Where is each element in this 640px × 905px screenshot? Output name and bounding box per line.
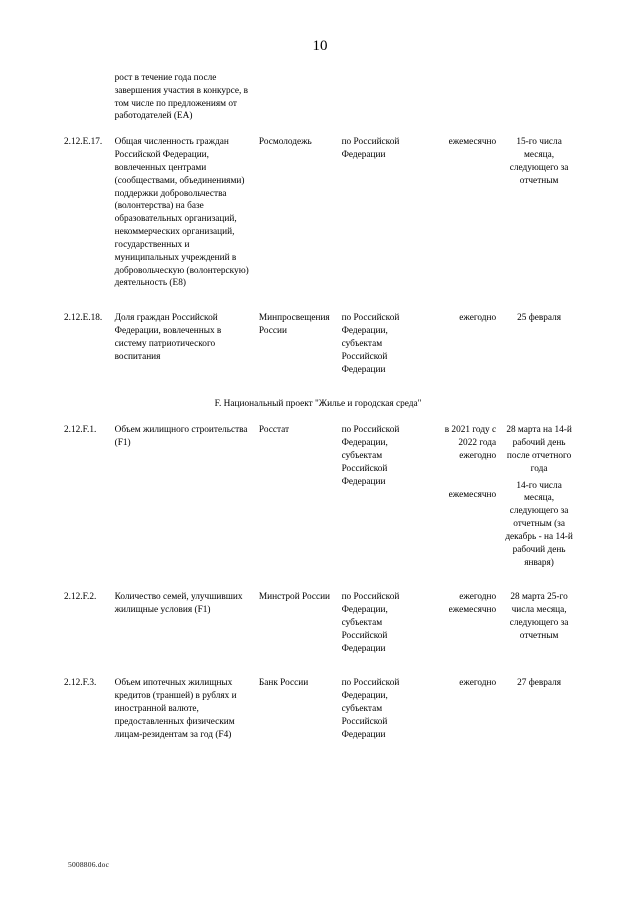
cell-name: Объем жилищного строительства (F1) <box>114 425 248 449</box>
frequency-secondary: ежемесячно <box>448 489 497 500</box>
frequency-gap <box>428 463 497 489</box>
table-row <box>60 136 580 290</box>
cell-org: Минстрой России <box>258 592 331 603</box>
section-heading-row <box>60 398 580 411</box>
cell-code: 2.12.E.18. <box>64 313 103 324</box>
page-number: 10 <box>312 38 328 54</box>
cell-org <box>259 72 342 123</box>
cell-frequency <box>428 72 503 123</box>
cell-org: Росстат <box>258 425 290 436</box>
cell-term <box>502 424 580 569</box>
indicators-table <box>60 72 580 742</box>
cell-scope: по Российской Федерации, субъектам Российской Федерации <box>341 678 400 740</box>
cell-frequency: ежемесячно <box>448 137 497 148</box>
section-title: F. Национальный проект "Жилье и городская среда" <box>214 399 422 410</box>
table-row <box>60 591 580 655</box>
table-row <box>60 424 580 569</box>
row-spacer <box>60 569 580 591</box>
term-primary: 28 марта на 14-й рабочий день после отчетного года <box>506 425 572 474</box>
footer-filename: 5008806.doc <box>68 860 110 869</box>
cell-scope: по Российской Федерации, субъектам Российской Федерации <box>341 425 400 487</box>
cell-scope: по Российской Федерации, субъектам Российской Федерации <box>341 592 400 654</box>
row-spacer <box>60 655 580 677</box>
cell-code: 2.12.F.2. <box>64 592 97 603</box>
row-spacer <box>60 411 580 424</box>
term-secondary: 14-го числа месяца, следующего за отчетным (за декабрь - на 14-й рабочий день января) <box>505 480 573 568</box>
cell-frequency: ежегодно ежемесячно <box>448 592 497 616</box>
cell-frequency <box>428 424 503 569</box>
cell-name: Объем ипотечных жилищных кредитов (траншей) в рублях и иностранной валюте, предоставленных физическим лицам-резидентам за год (F4) <box>114 678 237 740</box>
cell-name: рост в течение года после завершения участия в конкурсе, в том числе по предложениям от работодателей (EA) <box>114 73 249 122</box>
cell-scope <box>342 72 428 123</box>
cell-code <box>60 72 115 123</box>
cell-term: 15-го числа месяца, следующего за отчетным <box>509 137 569 186</box>
cell-code: 2.12.F.3. <box>64 678 97 689</box>
row-spacer <box>60 290 580 312</box>
row-spacer <box>60 376 580 398</box>
row-spacer <box>60 123 580 136</box>
cell-org: Росмолодежь <box>258 137 312 148</box>
cell-term: 28 марта 25-го числа месяца, следующего за отчетным <box>509 592 569 641</box>
table-row <box>60 312 580 376</box>
cell-scope: по Российской Федерации <box>341 137 400 161</box>
cell-code: 2.12.E.17. <box>64 137 103 148</box>
table-row-continued <box>60 72 580 123</box>
cell-org: Банк России <box>258 678 309 689</box>
cell-term: 27 февраля <box>517 678 562 689</box>
cell-name: Общая численность граждан Российской Федерации, вовлеченных центрами (сообществами, объединениями) поддержки добровольчества (волонтерства) на базе образовательных организаций, некоммерческих организаций, государственных и муниципальных учреждений в добровольческую (волонтерскую) деятельность (E8) <box>114 137 249 289</box>
cell-org: Минпросвещения России <box>258 313 330 337</box>
cell-name: Количество семей, улучшивших жилищные условия (F1) <box>114 592 243 616</box>
frequency-primary: в 2021 году с 2022 года ежегодно <box>444 425 497 461</box>
cell-frequency: ежегодно <box>459 678 497 689</box>
cell-term <box>502 72 580 123</box>
cell-frequency: ежегодно <box>459 313 497 324</box>
cell-name: Доля граждан Российской Федерации, вовлеченных в систему патриотического воспитания <box>114 313 222 362</box>
table-row <box>60 677 580 741</box>
cell-term: 25 февраля <box>517 313 562 324</box>
cell-code: 2.12.F.1. <box>64 425 97 436</box>
cell-scope: по Российской Федерации, субъектам Российской Федерации <box>341 313 400 375</box>
